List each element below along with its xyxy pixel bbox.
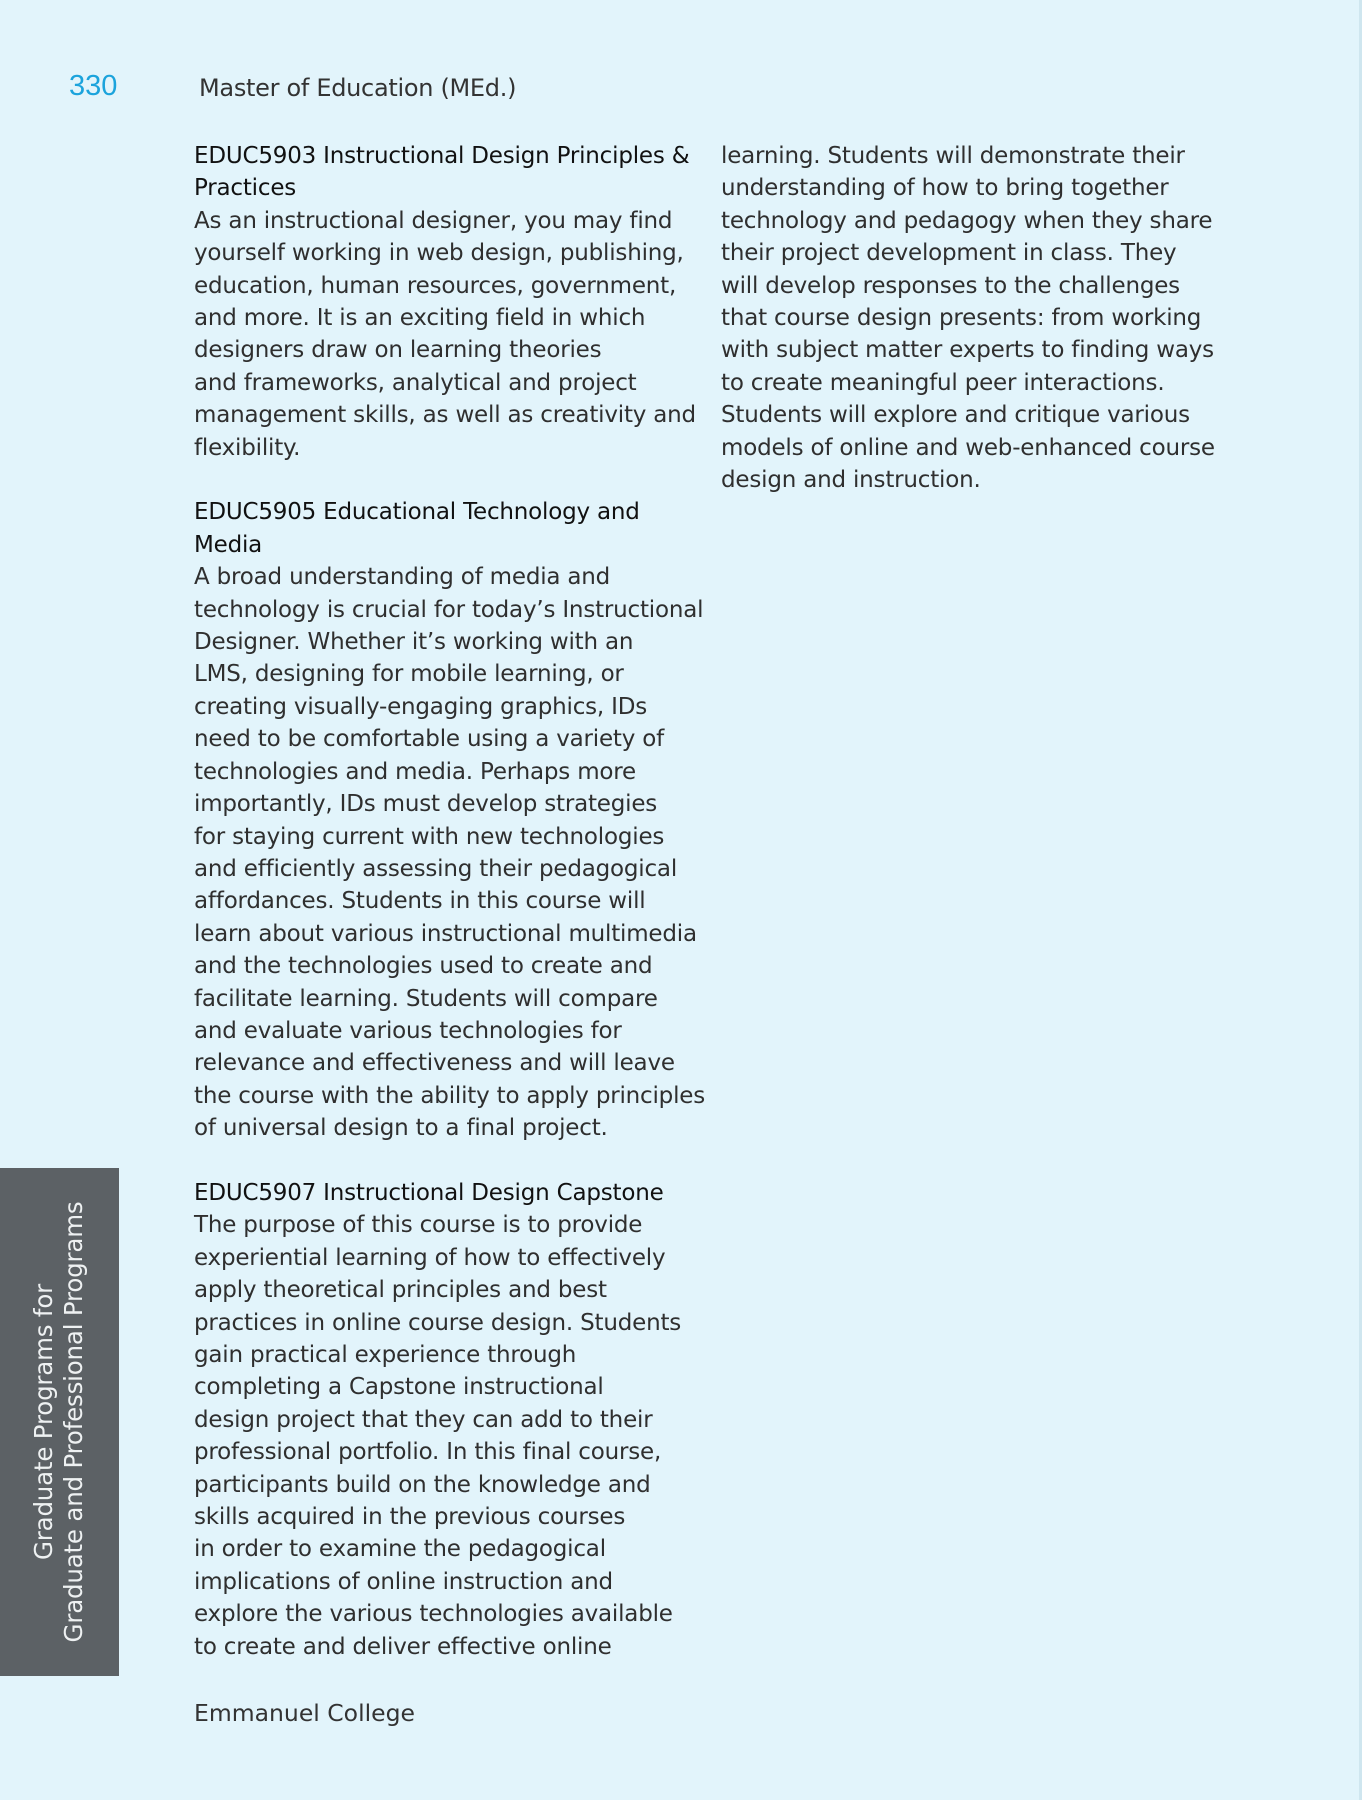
page-number: 330 bbox=[69, 70, 118, 102]
body-line: skills acquired in the previous courses bbox=[194, 1504, 626, 1531]
body-line: affordances. Students in this course will bbox=[194, 888, 646, 915]
body-line: The purpose of this course is to provide bbox=[194, 1212, 643, 1239]
body-line: explore the various technologies available bbox=[194, 1601, 673, 1628]
body-line: management skills, as well as creativity and bbox=[194, 402, 696, 429]
body-line: professional portfolio. In this final course, bbox=[194, 1439, 662, 1466]
body-line: participants build on the knowledge and bbox=[194, 1471, 651, 1498]
body-line: relevance and effectiveness and will leave bbox=[194, 1050, 675, 1077]
course-description bbox=[194, 1209, 694, 1663]
body-line: A broad understanding of media and bbox=[194, 564, 611, 591]
course-educ5903 bbox=[194, 140, 694, 464]
course-title-line: Practices bbox=[194, 175, 297, 202]
body-line: gain practical experience through bbox=[194, 1342, 577, 1368]
body-line: Designer. Whether it’s working with an bbox=[194, 629, 634, 656]
body-line: technology and pedagogy when they share bbox=[721, 207, 1213, 234]
body-line: flexibility. bbox=[194, 434, 301, 461]
body-line: facilitate learning. Students will compare bbox=[194, 985, 658, 1012]
body-line: and frameworks, analytical and project bbox=[194, 369, 637, 396]
course-title bbox=[194, 1177, 694, 1209]
body-line: As an instructional designer, you may find bbox=[194, 207, 673, 234]
body-line: with subject matter experts to finding ways bbox=[721, 337, 1214, 364]
body-line: for staying current with new technologies bbox=[194, 823, 665, 850]
body-line: learn about various instructional multimedia bbox=[194, 920, 697, 947]
body-line: Students will explore and critique various bbox=[721, 402, 1190, 429]
body-line: importantly, IDs must develop strategies bbox=[194, 791, 658, 818]
course-educ5905 bbox=[194, 496, 706, 1144]
course-title bbox=[194, 140, 694, 205]
body-line: creating visually-engaging graphics, IDs bbox=[194, 693, 648, 720]
course-educ5907 bbox=[194, 1177, 694, 1663]
body-line: and the technologies used to create and bbox=[194, 953, 653, 980]
body-line: will develop responses to the challenges bbox=[721, 272, 1180, 299]
body-line: to create meaningful peer interactions. bbox=[721, 369, 1165, 396]
body-line: and more. It is an exciting field in which bbox=[194, 305, 646, 332]
body-line: in order to examine the pedagogical bbox=[194, 1536, 606, 1563]
body-line: yourself working in web design, publishing, bbox=[194, 240, 684, 267]
course-title-line: EDUC5905 Educational Technology and bbox=[194, 499, 640, 526]
course-title-line: Media bbox=[194, 531, 263, 558]
body-line: learning. Students will demonstrate their bbox=[721, 143, 1185, 169]
body-line: the course with the ability to apply principles bbox=[194, 1082, 706, 1109]
side-tab-label bbox=[29, 1168, 89, 1676]
course-title-line: EDUC5903 Instructional Design Principles & bbox=[194, 143, 690, 169]
section-side-tab bbox=[0, 1168, 119, 1676]
left-column bbox=[194, 140, 706, 1695]
course-title-line: EDUC5907 Instructional Design Capstone bbox=[194, 1179, 664, 1206]
continued-course-description bbox=[721, 140, 1231, 496]
body-line: experiential learning of how to effectively bbox=[194, 1244, 666, 1271]
side-tab-line: Graduate Programs for bbox=[29, 1283, 58, 1561]
body-line: education, human resources, government, bbox=[194, 272, 677, 299]
body-line: and evaluate various technologies for bbox=[194, 1017, 622, 1044]
body-line: their project development in class. They bbox=[721, 240, 1177, 267]
body-line: that course design presents: from working bbox=[721, 305, 1202, 332]
body-line: and efficiently assessing their pedagogical bbox=[194, 855, 678, 882]
body-line: technology is crucial for today’s Instructional bbox=[194, 596, 704, 623]
body-line: to create and deliver effective online bbox=[194, 1633, 612, 1660]
body-line: completing a Capstone instructional bbox=[194, 1374, 604, 1401]
body-line: need to be comfortable using a variety of bbox=[194, 726, 665, 753]
body-line: designers draw on learning theories bbox=[194, 337, 602, 364]
right-column bbox=[721, 140, 1231, 496]
body-line: of universal design to a final project. bbox=[194, 1115, 608, 1142]
running-header: Master of Education (MEd.) bbox=[199, 74, 517, 102]
body-line: design project that they can add to their bbox=[194, 1406, 653, 1433]
body-line: understanding of how to bring together bbox=[721, 175, 1169, 202]
body-line: implications of online instruction and bbox=[194, 1568, 613, 1595]
body-line: technologies and media. Perhaps more bbox=[194, 758, 636, 785]
body-line: design and instruction. bbox=[721, 467, 981, 494]
body-line: practices in online course design. Students bbox=[194, 1309, 682, 1336]
side-tab-line: Graduate and Professional Programs bbox=[59, 1201, 88, 1643]
body-line: apply theoretical principles and best bbox=[194, 1277, 607, 1304]
body-line: LMS, designing for mobile learning, or bbox=[194, 661, 624, 688]
footer-institution: Emmanuel College bbox=[194, 1699, 415, 1727]
course-title bbox=[194, 496, 694, 561]
course-description bbox=[194, 561, 706, 1144]
course-description bbox=[194, 205, 694, 464]
body-line: models of online and web-enhanced course bbox=[721, 434, 1215, 461]
